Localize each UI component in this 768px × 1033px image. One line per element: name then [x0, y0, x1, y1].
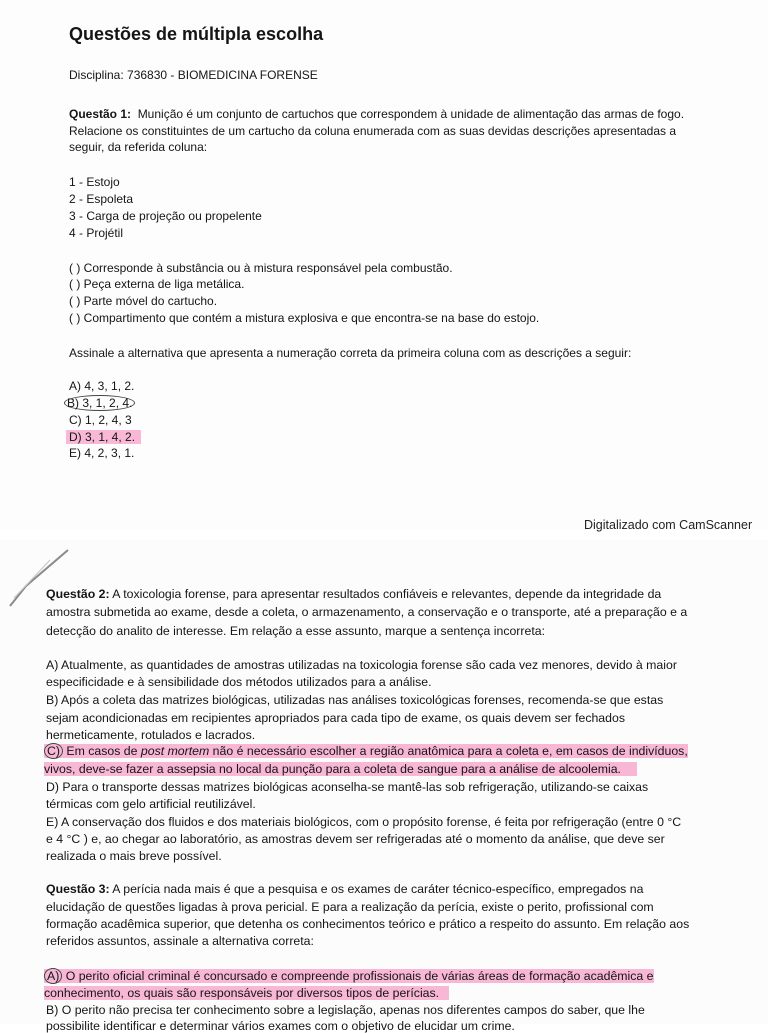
discipline-line: Disciplina: 736830 - BIOMEDICINA FORENSE [69, 68, 318, 82]
description-item: ( ) Corresponde à substância ou à mistura responsável pela combustão. [69, 261, 453, 275]
q3-option-b-line-2: possibilite identificar e determinar vários exames com o objetivo de elucidar um crime. [46, 1019, 515, 1033]
question-3-line-1 [46, 882, 643, 896]
option-a: A) 4, 3, 1, 2. [69, 379, 135, 393]
question-3-label: Questão 3: [46, 882, 110, 896]
q2-option-b-line-2: sejam acondicionadas em recipientes apropriados para cada tipo de exame, os quais devem ser fechados [46, 711, 625, 725]
question-1-label: Questão 1: [69, 107, 132, 121]
q2-option-a-line-2: especificidade e à sensibilidade dos métodos utilizados para a análise. [46, 675, 432, 689]
q2-option-b-line-3: hermeticamente, rotulados e lacrados. [46, 728, 256, 742]
q3-option-a-text: O perito oficial criminal é concursado e compreende profissionais de várias áreas de formação acadêmica e [62, 969, 654, 983]
document-title: Questões de múltipla escolha [69, 24, 324, 44]
question-3-line-3: formação acadêmica superior, que detenha os conhecimentos teórico e prático a respeito do assunto. Em relação aos [46, 917, 690, 931]
q2-option-b-line-1: B) Após a coleta das matrizes biológicas, utilizadas nas análises toxicológicas forenses, recomenda-se que estas [46, 693, 664, 707]
q2-option-c-letter: C) [44, 743, 63, 759]
description-item: ( ) Parte móvel do cartucho. [69, 294, 218, 308]
q2-option-c-italic: post mortem [140, 744, 210, 758]
q2-option-c-text-a: Em casos de [62, 744, 141, 758]
question-2-line-2: amostra submetida ao exame, desde a coleta, o armazenamento, a conservação e o transporte, até a preparação e a [46, 605, 688, 619]
question-3-text: A perícia nada mais é que a pesquisa e os exames de caráter técnico-específico, empregados na [109, 882, 644, 896]
question-3-line-2: elucidação de questões ligadas à prova pericial. E para a realização da perícia, existe o perito, profissional com [46, 900, 654, 914]
q2-option-c-text-b: não é necessário escolher a região anatômica para a coleta e, em casos de indivíduos, [209, 744, 688, 758]
question-1-text: Munição é um conjunto de cartuchos que correspondem à unidade de alimentação das armas de fogo. [137, 107, 685, 121]
question-1-instruction: Assinale a alternativa que apresenta a numeração correta da primeira coluna com as descrições a seguir: [69, 346, 632, 360]
question-2-line-3: detecção do analito de interesse. Em relação a esse assunto, marque a sentença incorreta: [46, 624, 546, 638]
q2-option-a-line-1: A) Atualmente, as quantidades de amostras utilizadas na toxicologia forense são cada vez menores, devido à maior [46, 658, 677, 672]
q2-option-c-line-2: vivos, deve-se fazer a assepsia no local da punção para a coleta de sangue para a análise de alcoolemia. [44, 762, 637, 776]
question-2-line-1 [46, 587, 661, 601]
q3-option-b-line-1: B) O perito não precisa ter conhecimento sobre a legislação, apenas nos diferentes campos do saber, que lhe [46, 1003, 645, 1017]
column-item: 2 - Espoleta [69, 192, 134, 206]
q2-option-e-line-1: E) A conservação dos fluidos e dos materiais biológicos, com o propósito forense, é feita por refrigeração (entre 0 °C [46, 815, 682, 829]
question-1-line-2: Relacione os constituintes de um cartucho da coluna enumerada com as suas devidas descrições apresentadas a [69, 124, 677, 138]
option-c: C) 1, 2, 4, 3 [69, 413, 132, 427]
option-d-highlighted: D) 3, 1, 4, 2. [66, 430, 141, 444]
q3-option-a-line-2: conhecimento, os quais são responsáveis por diversos tipos de perícias. [44, 986, 449, 1000]
scanner-watermark: Digitalizado com CamScanner [584, 518, 753, 532]
column-item: 1 - Estojo [69, 175, 120, 189]
question-2-label: Questão 2: [46, 587, 110, 601]
column-item: 4 - Projétil [69, 226, 124, 240]
q3-option-a-highlighted [44, 969, 654, 983]
option-e: E) 4, 2, 3, 1. [69, 446, 135, 460]
q3-option-a-letter: A) [44, 968, 62, 984]
question-1-line-1 [69, 107, 684, 121]
question-2-text: A toxicologia forense, para apresentar resultados confiáveis e relevantes, depende da integridade da [109, 587, 662, 601]
q2-option-c-highlighted [44, 744, 688, 758]
description-item: ( ) Peça externa de liga metálica. [69, 277, 245, 291]
q2-option-e-line-3: realizada o mais breve possível. [46, 849, 222, 863]
description-item: ( ) Compartimento que contém a mistura explosiva e que encontra-se na base do estojo. [69, 311, 540, 325]
q2-option-e-line-2: e 4 °C ) e, ao chegar ao laboratório, as amostras devem ser refrigeradas até o momento da análise, que deve ser [46, 832, 665, 846]
q2-option-d-line-1: D) Para o transporte dessas matrizes biológicas aconselha-se mantê-las sob refrigeração, utilizando-se caixas [46, 780, 649, 794]
column-item: 3 - Carga de projeção ou propelente [69, 209, 262, 223]
option-b-circled: B) 3, 1, 2, 4. [64, 395, 135, 411]
q2-option-d-line-2: térmicas com gelo artificial reutilizável. [46, 797, 256, 811]
question-3-line-4: referidos assuntos, assinale a alternativa correta: [46, 934, 314, 948]
question-1-line-3: seguir, da referida coluna: [69, 140, 208, 154]
